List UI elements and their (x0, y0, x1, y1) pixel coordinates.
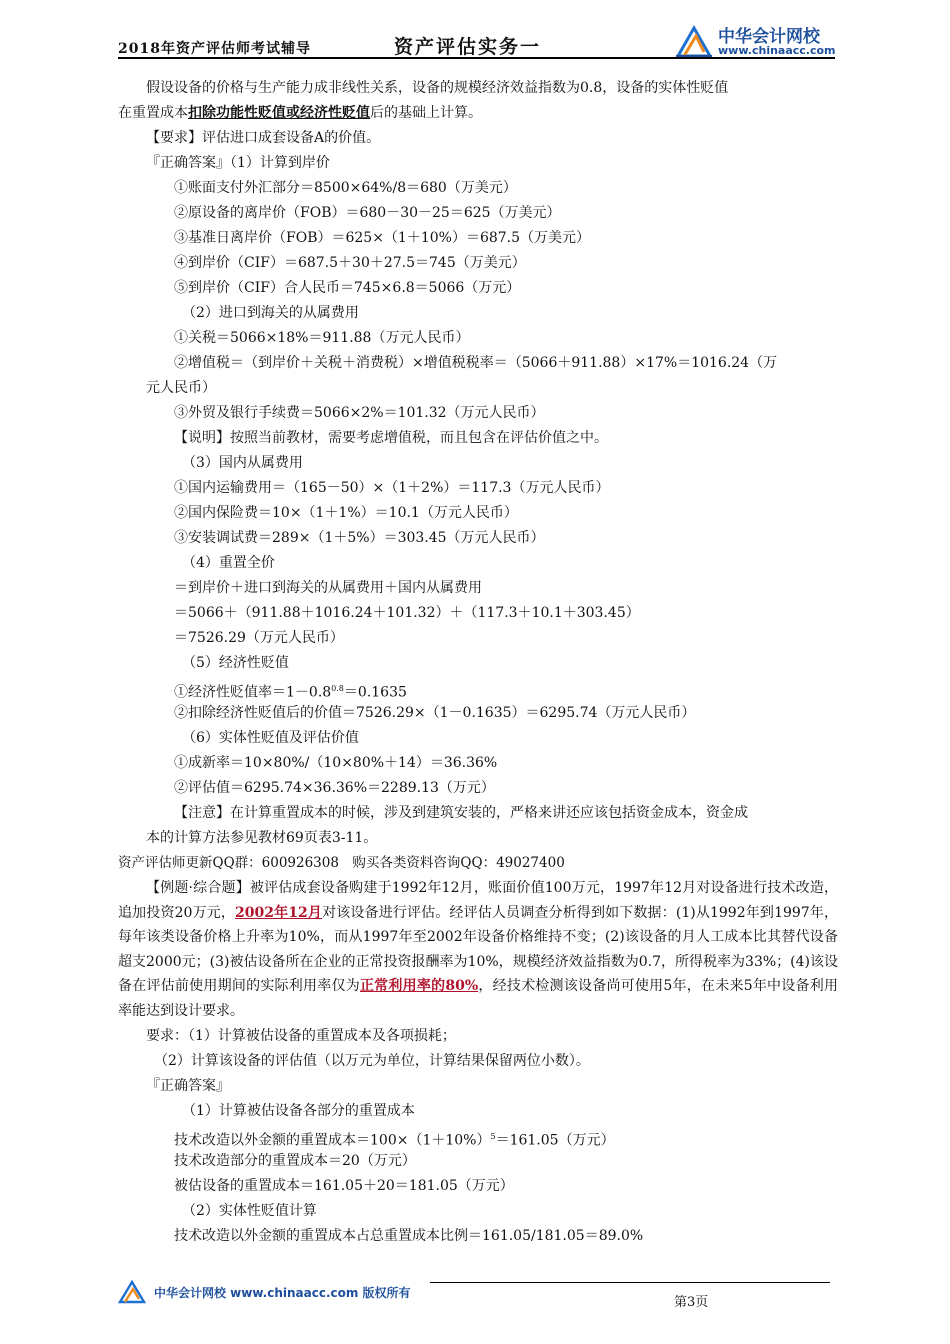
header-divider (118, 57, 835, 59)
calc-line: ②国内保险费＝10×（1＋1%）＝10.1（万元人民币） (174, 505, 518, 521)
chinaacc-logo[interactable] (674, 22, 844, 60)
footer-divider (430, 1282, 830, 1283)
calc-line: ②评估值＝6295.74×36.36%＝2289.13（万元） (174, 780, 495, 796)
calc-line: ①账面支付外汇部分＝8500×64%/8＝680（万美元） (174, 180, 517, 196)
calc-line: 被估设备的重置成本＝161.05＋20＝181.05（万元） (174, 1177, 514, 1194)
caution-note-continued: 本的计算方法参见教材69页表3-11。 (146, 830, 378, 846)
document-body (118, 76, 838, 1249)
page-number: 第3页 (674, 1295, 709, 1310)
section-heading: （4）重置全价 (182, 555, 275, 571)
calc-line: ①经济性贬值率$=1-0.8^{0.8}=0.1635$ (174, 684, 407, 701)
page-footer (118, 1272, 838, 1312)
example-question: 【例题·综合题】被评估成套设备购建于1992年12月，账面价值100万元，1997年12月对设备进行技术改造，追加投资20万元，2002年12月对该设备进行评估。经评估人员调查分析得到如下数据：(1)从1992年到1997年，每年该类设备价格上升率为10%，而从1997年至2002年设备价格维持不变；(2)该设备的月人工成本比其替代设备超支2000元；(3)被估设备所在企业的正常投资报酬率为10%，规模经济效益指数为0.7，所得税率为33%；(4)该设备在评估前使用期间的实际利用率仅为正常利用率的80%，经技术检测该设备尚可使用5年，在未来5年中设备利用率能达到设计要求。 (118, 880, 838, 1019)
footer-copyright[interactable]: 中华会计网校 www.chinaacc.com 版权所有 (154, 1286, 411, 1300)
calc-line: ③基准日离岸价（FOB）＝625×（1＋10%）＝687.5（万美元） (174, 230, 591, 246)
explanation-note: 【说明】按照当前教材，需要考虑增值税，而且包含在评估价值之中。 (174, 430, 608, 446)
calc-line: ③安装调试费＝289×（1＋5%）＝303.45（万元人民币） (174, 530, 545, 546)
intro-line-1: 假设设备的价格与生产能力成非线性关系，设备的规模经济效益指数为0.8，设备的实体性贬值 (146, 80, 729, 96)
section-heading: （1）计算被估设备各部分的重置成本 (182, 1102, 415, 1119)
section-heading: （3）国内从属费用 (182, 455, 303, 471)
calc-line: ④到岸价（CIF）＝687.5＋30＋27.5＝745（万美元） (174, 255, 526, 271)
highlight-eval-date: 2002年12月 (235, 904, 323, 921)
calc-line: ②增值税＝（到岸价＋关税＋消费税）×增值税税率＝（5066＋911.88）×17%＝1016.24（万 (174, 355, 778, 371)
footer-logo-icon (118, 1279, 146, 1305)
calc-line: ①关税＝5066×18%＝911.88（万元人民币） (174, 330, 470, 346)
calc-line: ③外贸及银行手续费＝5066×2%＝101.32（万元人民币） (174, 405, 545, 421)
logo-triangle-icon (674, 22, 714, 60)
calc-line: 技术改造以外金额的重置成本占总重置成本比例＝161.05/181.05＝89.0% (174, 1227, 644, 1244)
calc-line: ＝到岸价＋进口到海关的从属费用＋国内从属费用 (174, 580, 482, 596)
requirement: 【要求】评估进口成套设备A的价值。 (146, 130, 381, 146)
header-subject-title: 资产评估实务一 (394, 36, 542, 58)
calc-line: ②原设备的离岸价（FOB）＝680－30－25＝625（万美元） (174, 205, 561, 221)
calc-line: 技术改造部分的重置成本＝20（万元） (174, 1152, 416, 1169)
calc-line: ②扣除经济性贬值后的价值＝7526.29×（1－0.1635）＝6295.74（万元人民币） (174, 705, 696, 721)
requirement: 要求：（1）计算被估设备的重置成本及各项损耗； (146, 1027, 456, 1044)
answer-heading: 『正确答案』 (146, 1077, 230, 1094)
calc-line: ＝5066＋（911.88＋1016.24＋101.32）＋（117.3＋10.1＋303.45） (174, 605, 640, 621)
requirement: （2）计算该设备的评估值（以万元为单位，计算结果保留两位小数）。 (154, 1052, 590, 1069)
highlight-utilization: 正常利用率的80% (359, 978, 479, 995)
logo-url: www.chinaacc.com (718, 44, 836, 57)
calc-line: ①成新率＝10×80%/（10×80%＋14）＝36.36% (174, 755, 498, 771)
qq-contact: 资产评估师更新QQ群：600926308 购买各类资料咨询QQ：49027400 (118, 855, 565, 871)
header-course-title: 2018年资产评估师考试辅导 (118, 41, 311, 57)
calc-line: ⑤到岸价（CIF）合人民币＝745×6.8＝5066（万元） (174, 280, 521, 296)
calc-line-continued: 元人民币） (146, 380, 216, 396)
section-heading: （5）经济性贬值 (182, 655, 289, 671)
section-heading: （2）实体性贬值计算 (182, 1202, 317, 1219)
calc-line: ＝7526.29（万元人民币） (174, 630, 344, 646)
calc-line: 技术改造以外金额的重置成本$=100\times(1+10\%)^5=161.05$（万元） (174, 1131, 615, 1149)
section-heading: （6）实体性贬值及评估价值 (182, 730, 359, 746)
calc-line: ①国内运输费用＝（165－50）×（1＋2%）＝117.3（万元人民币） (174, 480, 610, 496)
emphasis-deduction: 扣除功能性贬值或经济性贬值 (188, 105, 370, 121)
intro-line-2: 在重置成本扣除功能性贬值或经济性贬值后的基础上计算。 (118, 105, 482, 121)
answer-heading: 『正确答案』（1）计算到岸价 (146, 155, 330, 171)
caution-note: 【注意】在计算重置成本的时候，涉及到建筑安装的，严格来讲还应该包括资金成本，资金成 (174, 805, 748, 821)
logo-name: 中华会计网校 (718, 27, 820, 47)
section-heading: （2）进口到海关的从属费用 (182, 305, 359, 321)
page-header (118, 26, 838, 56)
